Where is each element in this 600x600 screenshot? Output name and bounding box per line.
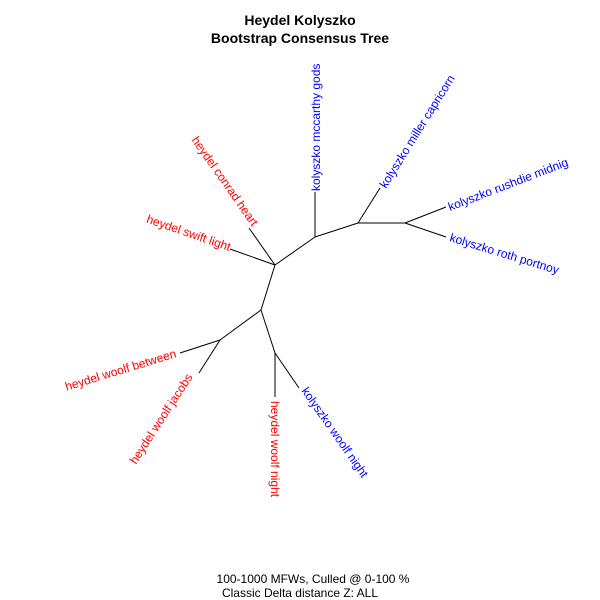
leaf-heydel-woolf-between: heydel woolf between [63,346,178,394]
branch-kolyszko-rushdie-midnig [405,207,446,223]
branch-kolyszko-miller-capricorn [358,188,380,223]
leaf-heydel-swift-light: heydel swift light [144,211,233,254]
branch-lower-right [261,310,275,353]
branch-heydel-conrad-heart [249,228,275,265]
branch-root-lower [261,265,275,310]
branch-heydel-woolf-jacobs [199,340,220,373]
leaf-heydel-woolf-night: heydel woolf night [268,401,282,498]
leaf-kolyszko-mccarthy-gods: kolyszko mccarthy gods [309,63,323,191]
branch-kolyszko-woolf-night [275,353,299,388]
branch-heydel-woolf-between [180,340,220,353]
leaf-heydel-conrad-heart: heydel conrad heart [188,133,262,229]
branch-heydel-swift-light [230,249,275,265]
tree-branches [180,188,446,397]
leaf-kolyszko-roth-portnoy: kolyszko roth portnoy [448,230,561,278]
branch-root-upper [275,237,315,265]
leaf-heydel-woolf-jacobs: heydel woolf jacobs [126,371,196,467]
leaf-kolyszko-woolf-night: kolyszko woolf night [298,384,372,481]
branch-upper-mid [315,223,358,237]
leaf-kolyszko-rushdie-midnig: kolyszko rushdie midnig [446,155,571,214]
footer-line-2: Classic Delta distance Z: ALL [221,586,379,600]
branch-lower-left [220,310,261,340]
leaf-kolyszko-miller-capricorn: kolyszko miller capricorn [376,72,458,191]
footer-line-1: 100-1000 MFWs, Culled @ 0-100 % [216,572,410,586]
tree-leaf-labels [63,64,570,498]
diagram-subtitle: Bootstrap Consensus Tree [210,30,390,46]
branch-kolyszko-roth-portnoy [405,223,446,237]
diagram-title: Heydel Kolyszko [244,12,356,28]
